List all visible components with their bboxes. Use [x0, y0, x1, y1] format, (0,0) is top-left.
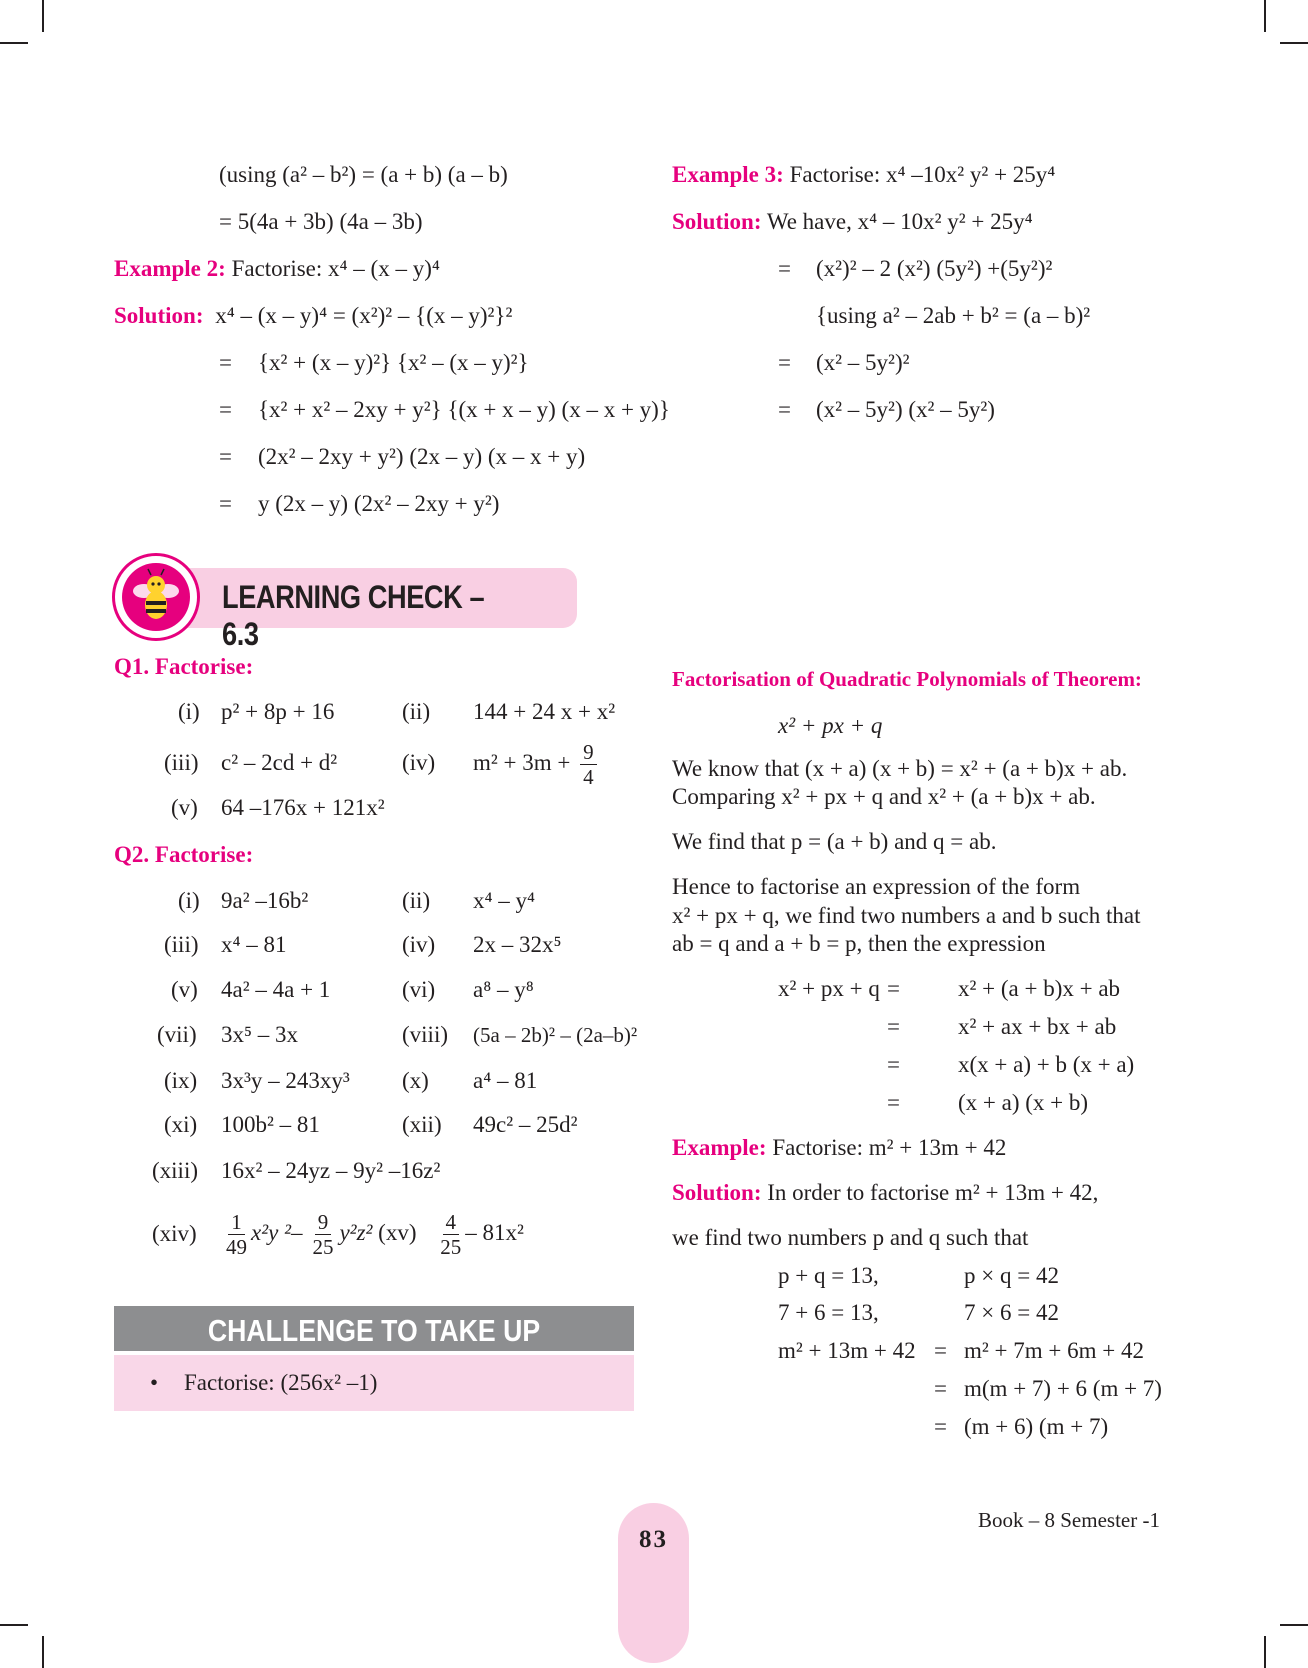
q2-xv-tail: – 81x²	[465, 1220, 524, 1245]
hence-line-3: ab = q and a + b = p, then the expression	[672, 931, 1046, 956]
derivation-step: (x + a) (x + b)	[958, 1090, 1089, 1115]
q2-xiv-expr	[222, 1203, 524, 1263]
q1-iv-fraction	[580, 740, 597, 789]
step-eq: =	[778, 350, 791, 375]
page-number: 83	[639, 1526, 668, 1553]
step-eq: =	[219, 444, 232, 469]
crop-mark	[1280, 1624, 1308, 1626]
example1-result: = 5(4a + 3b) (4a – 3b)	[219, 209, 423, 234]
example3-solution	[672, 208, 1033, 236]
q2-label: Q2. Factorise:	[114, 842, 254, 867]
step-eq: =	[934, 1338, 947, 1363]
q1-item-expr: 64 –176x + 121x²	[221, 795, 385, 820]
fraction-numerator: 4	[443, 1210, 460, 1235]
using-identity-line: (using (a² – b²) = (a + b) (a – b)	[219, 162, 508, 187]
q2-item-expr: a⁴ – 81	[473, 1068, 538, 1093]
fraction-denominator: 4	[583, 765, 594, 790]
q2-item-num: (ix)	[164, 1068, 198, 1093]
q2-xiv-fraction-2	[312, 1210, 333, 1259]
q2-item-expr: (5a – 2b)² – (2a–b)²	[473, 1023, 638, 1047]
solution-label: Solution:	[672, 1180, 762, 1205]
example3-text: Factorise: x⁴ –10x² y² + 25y⁴	[789, 162, 1056, 187]
challenge-body	[114, 1355, 634, 1411]
q2-xiv-term1: x²y ²–	[251, 1220, 303, 1245]
crop-mark	[0, 1624, 28, 1626]
challenge-header	[114, 1306, 634, 1351]
q2-item-expr: 49c² – 25d²	[473, 1112, 578, 1137]
q2-item-expr: 100b² – 81	[221, 1112, 320, 1137]
fraction-numerator: 1	[228, 1210, 245, 1235]
crop-mark	[1264, 0, 1266, 32]
m-step: m² + 7m + 6m + 42	[964, 1338, 1144, 1363]
step-eq: =	[887, 1090, 900, 1115]
crop-mark	[42, 1636, 44, 1668]
q1-item-expr: p² + 8p + 16	[221, 699, 335, 724]
q2-item-num: (iv)	[402, 932, 436, 957]
book-semester-label: Book – 8 Semester -1	[978, 1508, 1160, 1532]
challenge-title: CHALLENGE TO TAKE UP	[207, 1313, 541, 1348]
q2-item-num: (xi)	[164, 1112, 198, 1137]
example3-step: {using a² – 2ab + b² = (a – b)²	[816, 303, 1091, 328]
hence-line-2: x² + px + q, we find two numbers a and b such that	[672, 903, 1141, 928]
crop-mark	[42, 0, 44, 32]
q2-item-num: (vi)	[402, 977, 436, 1002]
know-line-1: We know that (x + a) (x + b) = x² + (a + b)x + ab.	[672, 756, 1128, 781]
solution-label: Solution:	[114, 303, 204, 328]
step-eq: =	[219, 397, 232, 422]
hence-line-1: Hence to factorise an expression of the form	[672, 874, 1081, 899]
q1-label: Q1. Factorise:	[114, 654, 254, 679]
example2-step: {x² + x² – 2xy + y²} {(x + x – y) (x – x + y)}	[258, 397, 670, 422]
fraction-denominator: 49	[226, 1235, 247, 1260]
pq-product-values: 7 × 6 = 42	[964, 1300, 1059, 1325]
find-two-line: we find two numbers p and q such that	[672, 1225, 1029, 1250]
q1-item-num: (v)	[171, 795, 198, 820]
crop-mark	[1280, 42, 1308, 44]
q2-item-expr: 16x² – 24yz – 9y² –16z²	[221, 1158, 441, 1183]
q2-item-num: (iii)	[164, 932, 199, 957]
q1-item-num: (iii)	[164, 750, 199, 775]
learning-check-title: LEARNING CHECK – 6.3	[222, 579, 485, 652]
step-eq: =	[887, 976, 900, 1001]
example2-label: Example 2:	[114, 256, 226, 281]
crop-mark	[0, 42, 28, 44]
example2-solution	[114, 302, 512, 330]
q2-item-expr: 3x³y – 243xy³	[221, 1068, 350, 1093]
step-eq: =	[934, 1414, 947, 1439]
m-step: (m + 6) (m + 7)	[964, 1414, 1109, 1439]
example-solution	[672, 1179, 1098, 1207]
example2-step: {x² + (x – y)²} {x² – (x – y)²}	[258, 350, 529, 375]
step-eq: =	[778, 256, 791, 281]
q2-item-num: (x)	[402, 1068, 429, 1093]
derivation-lhs: x² + px + q	[778, 976, 880, 1001]
example3-step: (x² – 5y²)²	[816, 350, 910, 375]
example2-step: y (2x – y) (2x² – 2xy + y²)	[258, 491, 500, 516]
q2-item-num: (ii)	[402, 888, 431, 913]
solution-label: Solution:	[672, 209, 762, 234]
q2-item-expr: 9a² –16b²	[221, 888, 309, 913]
q2-item-num: (xii)	[402, 1112, 442, 1137]
step-eq: =	[219, 491, 232, 516]
example-text: Factorise: m² + 13m + 42	[772, 1135, 1007, 1160]
step-eq: =	[219, 350, 232, 375]
q2-xv-fraction	[440, 1210, 461, 1259]
q2-item-num: (vii)	[157, 1022, 197, 1047]
q2-item-expr: 4a² – 4a + 1	[221, 977, 331, 1002]
q1-item-num: (ii)	[402, 699, 431, 724]
q1-item-expr: 144 + 24 x + x²	[473, 699, 616, 724]
step-eq: =	[887, 1014, 900, 1039]
derivation-step: x² + ax + bx + ab	[958, 1014, 1117, 1039]
pq-sum-values: 7 + 6 = 13,	[778, 1300, 879, 1325]
q2-xiv-term2: y²z²	[339, 1220, 373, 1245]
derivation-step: x² + (a + b)x + ab	[958, 976, 1121, 1001]
m-lhs: m² + 13m + 42	[778, 1338, 916, 1363]
example3-label: Example 3:	[672, 162, 784, 187]
example3-step: (x²)² – 2 (x²) (5y²) +(5y²)²	[816, 256, 1053, 281]
fraction-numerator: 9	[315, 1210, 332, 1235]
q1-item-num: (i)	[178, 699, 200, 724]
bee-mascot-icon	[122, 563, 190, 631]
step-eq: =	[887, 1052, 900, 1077]
find-line: We find that p = (a + b) and q = ab.	[672, 829, 997, 854]
q2-item-num: (xv)	[378, 1220, 417, 1245]
solution-first-step: x⁴ – (x – y)⁴ = (x²)² – {(x – y)²}²	[215, 303, 513, 328]
q2-item-expr: 2x – 32x⁵	[473, 932, 562, 957]
q2-item-num: (xiv)	[152, 1221, 197, 1246]
know-line-2: Comparing x² + px + q and x² + (a + b)x + ab.	[672, 784, 1096, 809]
example2-heading	[114, 255, 440, 283]
challenge-bullet: •	[150, 1370, 159, 1395]
factorisation-section-title: Factorisation of Quadratic Polynomials of Theorem:	[672, 667, 1142, 691]
q2-item-num: (xiii)	[152, 1158, 198, 1183]
pq-sum: p + q = 13,	[778, 1263, 879, 1288]
challenge-item: Factorise: (256x² –1)	[184, 1370, 378, 1395]
solution-text: In order to factorise m² + 13m + 42,	[767, 1180, 1099, 1205]
example3-heading	[672, 161, 1055, 189]
q2-item-expr: x⁴ – y⁴	[473, 888, 536, 913]
q2-item-expr: a⁸ – y⁸	[473, 977, 534, 1002]
example3-step: (x² – 5y²) (x² – 5y²)	[816, 397, 995, 422]
m-step: m(m + 7) + 6 (m + 7)	[964, 1376, 1162, 1401]
learning-check-banner	[112, 553, 577, 652]
crop-mark	[1264, 1636, 1266, 1668]
solution-text: We have, x⁴ – 10x² y² + 25y⁴	[766, 209, 1033, 234]
q2-item-num: (i)	[178, 888, 200, 913]
q2-xiv-fraction-1	[226, 1210, 247, 1259]
q2-item-num: (v)	[171, 977, 198, 1002]
fraction-numerator: 9	[580, 740, 597, 765]
general-quadratic: x² + px + q	[778, 713, 883, 738]
fraction-denominator: 25	[312, 1235, 334, 1260]
q2-item-num: (viii)	[402, 1022, 448, 1047]
example2-text: Factorise: x⁴ – (x – y)⁴	[231, 256, 440, 281]
pq-product: p × q = 42	[964, 1263, 1059, 1288]
banner-badge	[112, 553, 200, 641]
derivation-step: x(x + a) + b (x + a)	[958, 1052, 1135, 1077]
q2-item-expr: x⁴ – 81	[221, 932, 287, 957]
step-eq: =	[934, 1376, 947, 1401]
q2-item-expr: 3x⁵ – 3x	[221, 1022, 299, 1047]
q1-iv-expr: m² + 3m +	[473, 750, 571, 775]
step-eq: =	[778, 397, 791, 422]
q1-item-expr: c² – 2cd + d²	[221, 750, 338, 775]
q1-item-num: (iv)	[402, 750, 436, 775]
example-heading	[672, 1134, 1006, 1162]
example2-step: (2x² – 2xy + y²) (2x – y) (x – x + y)	[258, 444, 586, 469]
fraction-denominator: 25	[440, 1235, 462, 1260]
bee-mascot-icon	[122, 563, 190, 631]
example-label: Example:	[672, 1135, 767, 1160]
q1-item-expr-frac	[473, 734, 601, 792]
